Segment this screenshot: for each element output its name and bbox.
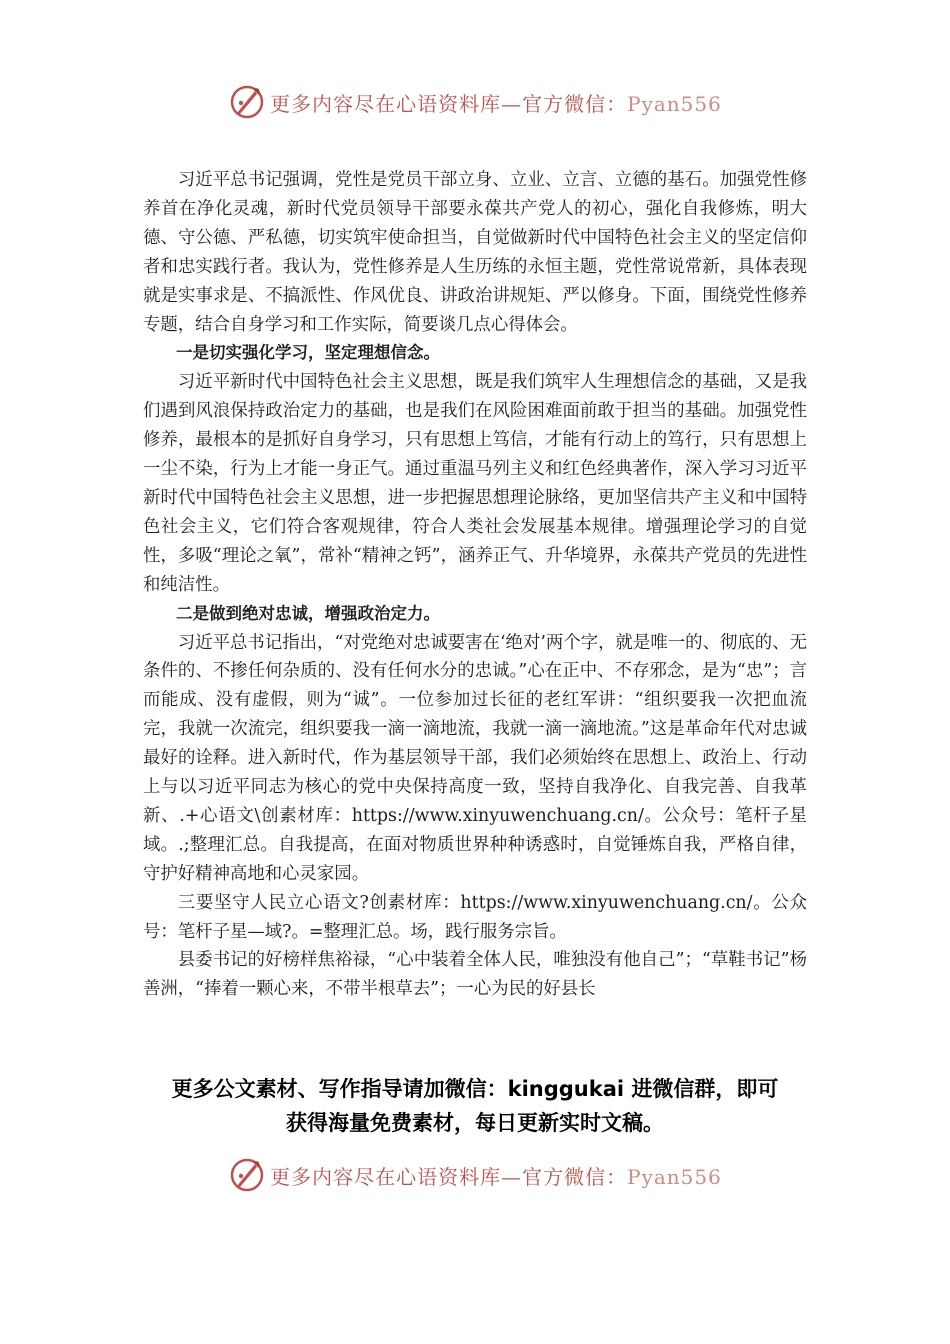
promo-line-2: 获得海量免费素材，每日更新实时文稿。	[286, 1111, 664, 1135]
quill-logo-icon	[228, 1156, 266, 1194]
header-banner	[0, 82, 950, 122]
quill-logo-icon	[228, 83, 266, 121]
footer-banner-label: 更多内容尽在心语资料库—官方微信：	[270, 1164, 628, 1189]
footer-banner-text	[270, 1161, 722, 1190]
header-banner-label: 更多内容尽在心语资料库—官方微信：	[270, 91, 628, 116]
section-heading-1: 一是切实强化学习，坚定理想信念。	[176, 343, 440, 363]
section-heading-2: 二是做到绝对忠诚，增强政治定力。	[176, 603, 440, 623]
intro-paragraph: 习近平总书记强调，党性是党员干部立身、立业、立言、立德的基石。加强党性修养首在净化灵魂，新时代党员领导干部要永葆共产党人的初心，强化自我修炼，明大德、守公德、严私德，切实筑牢使命担当，自觉做新时代中国特色社会主义的坚定信仰者和忠实践行者。我认为，党性修养是人生历练的永恒主题，党性常说常新，具体表现就是实事求是、不搞派性、作风优良、讲政治讲规矩、严以修身。下面，围绕党性修养专题，结合自身学习和工作实际，简要谈几点心得体会。	[143, 170, 807, 335]
section-2-paragraph: 习近平总书记指出，“对党绝对忠诚要害在‘绝对’两个字，就是唯一的、彻底的、无条件的、不掺任何杂质的、没有任何水分的忠诚。”心在正中、不存邪念，是为“忠”；言而能成、没有虚假，则为“诚”。一位参加过长征的老红军讲：“组织要我一次把血流完，我就一次流完，组织要我一滴一滴地流，我就一滴一滴地流。”这是革命年代对忠诚最好的诠释。进入新时代，作为基层领导干部，我们必须始终在思想上、政治上、行动上与以习近平同志为核心的党中央保持高度一致，坚持自我净化、自我完善、自我革新、.+心语文\创素材库：https://www.xinyuwenchuang.cn/。公众号：笔杆子星域。.;整理汇总。自我提高，在面对物质世界种种诱惑时，自觉锤炼自我，严格自律，守护好精神高地和心灵家园。	[143, 632, 807, 884]
section-3-continued-paragraph: 县委书记的好榜样焦裕禄，“心中装着全体人民，唯独没有他自己”；“草鞋书记”杨善洲，“捧着一颗心来，不带半根草去”；一心为民的好县长	[143, 950, 807, 1000]
section-3-paragraph: 三要坚守人民立心语文?创素材库：https://www.xinyuwenchuang.cn/。公众号：笔杆子星—域?。=整理汇总。场，践行服务宗旨。	[143, 892, 807, 942]
footer-wechat-id: Pyan556	[627, 1164, 722, 1189]
promo-line-1: 更多公文素材、写作指导请加微信：kinggukai 进微信群，即可	[171, 1077, 779, 1101]
promo-notice	[100, 1072, 850, 1140]
header-banner-text	[270, 88, 722, 117]
footer-banner	[0, 1155, 950, 1195]
article-body	[143, 166, 807, 1004]
section-1-paragraph: 习近平新时代中国特色社会主义思想，既是我们筑牢人生理想信念的基础，又是我们遇到风浪保持政治定力的基础，也是我们在风险困难面前敢于担当的基础。加强党性修养，最根本的是抓好自身学习，只有思想上笃信，才能有行动上的笃行，只有思想上一尘不染，行为上才能一身正气。通过重温马列主义和红色经典著作，深入学习习近平新时代中国特色社会主义思想，进一步把握思想理论脉络，更加坚信共产主义和中国特色社会主义，它们符合客观规律，符合人类社会发展基本规律。增强理论学习的自觉性，多吸“理论之氧”，常补“精神之钙”，涵养正气、升华境界，永葆共产党员的先进性和纯洁性。	[143, 372, 807, 595]
header-wechat-id: Pyan556	[627, 91, 722, 116]
